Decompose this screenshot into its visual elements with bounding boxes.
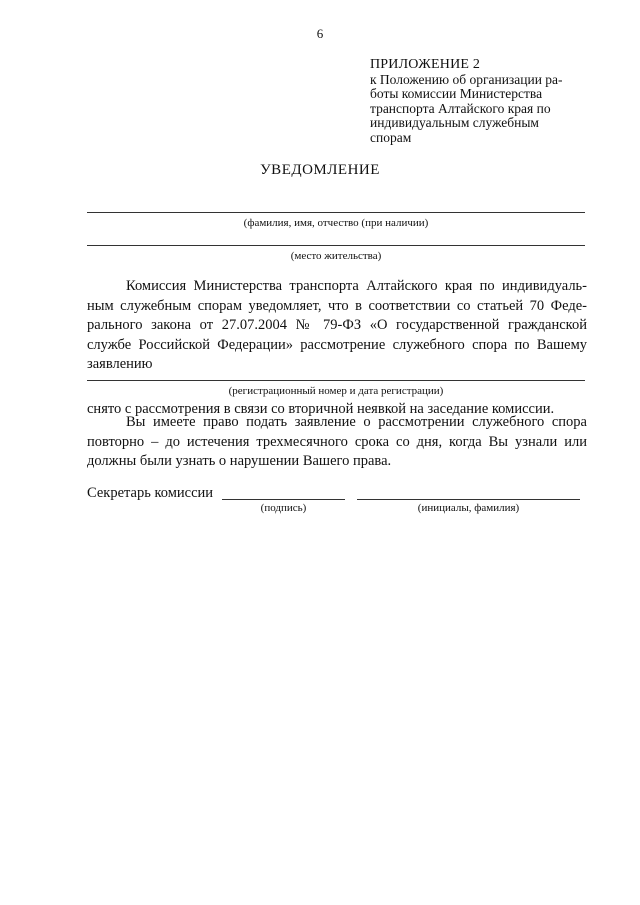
name-line (357, 499, 580, 500)
appendix-line: спорам (370, 129, 412, 145)
notice-paragraph-text: Комиссия Министерства транспорта Алтайского края по индивидуаль-ным служебным спорам уведомляет, что в соответствии со статьей 70 Феде-рального закона от 27.07.2004 № 79-ФЗ «О государственной гражданской службе Российской Федерации» рассмотрение служебного спора по Вашему заявлению (87, 278, 587, 373)
residence-caption: (место жительства) (290, 250, 382, 262)
appendix-line: транспорта Алтайского края по (370, 100, 551, 116)
document-title: УВЕДОМЛЕНИЕ (260, 162, 380, 178)
name-caption: (инициалы, фамилия) (417, 502, 520, 514)
full-name-line (87, 212, 585, 213)
appendix-line: боты комиссии Министерства (370, 86, 543, 101)
appendix-line: индивидуальным служебным (370, 115, 539, 130)
signature-line (222, 499, 345, 500)
signature-caption: (подпись) (260, 502, 307, 514)
page-number: 6 (316, 26, 324, 41)
appendix-line: к Положению об организации ра- (370, 71, 563, 87)
residence-line (87, 245, 585, 246)
rights-paragraph-text: Вы имеете право подать заявление о рассмотрении служебного спора повторно – до истечения трехмесячного срока со дня, когда Вы узнали или должны были узнать о нарушении Вашего права. (87, 414, 587, 470)
removal-paragraph: снято с рассмотрения в связи со вторичной неявкой на заседание комиссии. (87, 401, 555, 417)
rights-paragraph (87, 413, 587, 472)
appendix-block (370, 58, 600, 145)
secretary-label: Секретарь комиссии (87, 485, 214, 501)
notice-paragraph (87, 277, 587, 375)
registration-line (87, 380, 585, 381)
full-name-caption: (фамилия, имя, отчество (при наличии) (243, 217, 429, 229)
appendix-title: ПРИЛОЖЕНИЕ 2 (370, 57, 481, 72)
registration-caption: (регистрационный номер и дата регистрации) (228, 385, 444, 397)
